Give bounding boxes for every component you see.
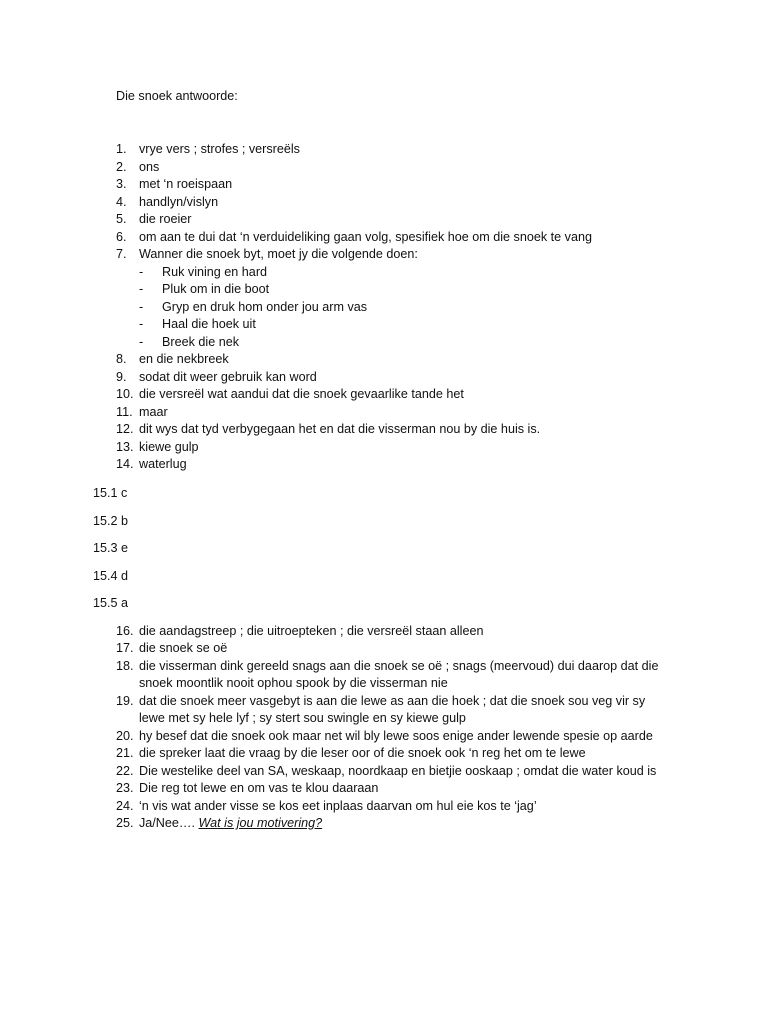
item-text: die visserman dink gereeld snags aan die snoek se oë ; snags (meervoud) dui daarop dat die xyxy=(139,658,659,673)
item-text: die versreël wat aandui dat die snoek gevaarlike tande het xyxy=(139,387,464,401)
bullet-dash: - xyxy=(139,334,144,349)
matching-answer: 15.5 a xyxy=(93,596,129,610)
item-text: vrye vers ; strofes ; versreëls xyxy=(139,142,300,156)
bullet-dash: - xyxy=(139,282,144,296)
item-number: 16. xyxy=(116,623,134,638)
item-number: 23. xyxy=(116,781,134,795)
item-number: 4. xyxy=(116,194,127,209)
item-number: 8. xyxy=(116,352,127,366)
item-number: 20. xyxy=(116,728,134,743)
item-text-continued: snoek moontlik nooit ophou spook by die visserman nie xyxy=(139,676,448,690)
item-number: 17. xyxy=(116,641,134,655)
item-number: 5. xyxy=(116,212,127,226)
item-number: 18. xyxy=(116,658,134,673)
item-text: ons xyxy=(139,159,160,174)
item-text-prefix: Ja/Nee…. xyxy=(139,816,199,830)
item-text-continued: lewe met sy hele lyf ; sy stert sou swingle en sy kiewe gulp xyxy=(139,711,466,725)
item-text: sodat dit weer gebruik kan word xyxy=(139,369,317,384)
item-number: 3. xyxy=(116,177,127,191)
page-title: Die snoek antwoorde: xyxy=(116,89,238,103)
item-number: 14. xyxy=(116,457,134,471)
sub-item-text: Haal die hoek uit xyxy=(162,317,256,331)
motivation-prompt: Wat is jou motivering? xyxy=(198,816,323,830)
sub-item-text: Ruk vining en hard xyxy=(162,264,268,279)
item-text: die roeier xyxy=(139,212,192,226)
item-number: 21. xyxy=(116,746,134,760)
item-text: Wanner die snoek byt, moet jy die volgende doen: xyxy=(139,247,418,261)
item-text xyxy=(139,815,322,833)
item-text: waterlug xyxy=(139,457,187,471)
bullet-dash: - xyxy=(139,264,144,279)
sub-item-text: Breek die nek xyxy=(162,334,240,349)
sub-item-text: Gryp en druk hom onder jou arm vas xyxy=(162,299,368,314)
item-text: hy besef dat die snoek ook maar net wil bly lewe soos enige ander lewende spesie op aarde xyxy=(139,728,653,743)
sub-item-text: Pluk om in die boot xyxy=(162,282,270,296)
item-number: 10. xyxy=(116,387,134,401)
bullet-dash: - xyxy=(139,299,144,314)
item-number: 24. xyxy=(116,798,134,813)
item-number: 7. xyxy=(116,247,127,261)
item-number: 6. xyxy=(116,229,127,244)
item-number: 1. xyxy=(116,142,127,156)
item-number: 13. xyxy=(116,439,134,454)
item-number: 22. xyxy=(116,763,134,778)
item-text: en die nekbreek xyxy=(139,352,229,366)
item-text: dit wys dat tyd verbygegaan het en dat die visserman nou by die huis is. xyxy=(139,422,541,436)
item-text: kiewe gulp xyxy=(139,439,199,454)
item-text: die spreker laat die vraag by die leser oor of die snoek ook ‘n reg het om te lewe xyxy=(139,746,586,760)
item-text: dat die snoek meer vasgebyt is aan die lewe as aan die hoek ; dat die snoek sou veg vir sy xyxy=(139,693,646,708)
item-number: 9. xyxy=(116,369,127,384)
item-text: maar xyxy=(139,404,168,419)
matching-answer: 15.3 e xyxy=(93,541,129,555)
item-text: die aandagstreep ; die uitroepteken ; die versreël staan alleen xyxy=(139,623,484,638)
item-text: met ‘n roeispaan xyxy=(139,177,233,191)
item-number: 12. xyxy=(116,422,134,436)
item-text: Die reg tot lewe en om vas te klou daaraan xyxy=(139,781,379,795)
item-text: die snoek se oë xyxy=(139,641,228,655)
item-text: om aan te dui dat ‘n verduideliking gaan volg, spesifiek hoe om die snoek te vang xyxy=(139,229,592,244)
item-number: 19. xyxy=(116,693,134,708)
item-text: handlyn/vislyn xyxy=(139,194,219,209)
item-text: Die westelike deel van SA, weskaap, noordkaap en bietjie ooskaap ; omdat die water koud is xyxy=(139,763,657,778)
matching-answer: 15.4 d xyxy=(93,568,129,583)
item-text: ‘n vis wat ander visse se kos eet inplaas daarvan om hul eie kos te ‘jag’ xyxy=(139,798,537,813)
item-number: 2. xyxy=(116,159,127,174)
matching-answer: 15.2 b xyxy=(93,513,129,528)
item-number: 25. xyxy=(116,816,134,830)
bullet-dash: - xyxy=(139,317,144,331)
item-number: 11. xyxy=(116,404,133,419)
matching-answer: 15.1 c xyxy=(93,486,128,500)
